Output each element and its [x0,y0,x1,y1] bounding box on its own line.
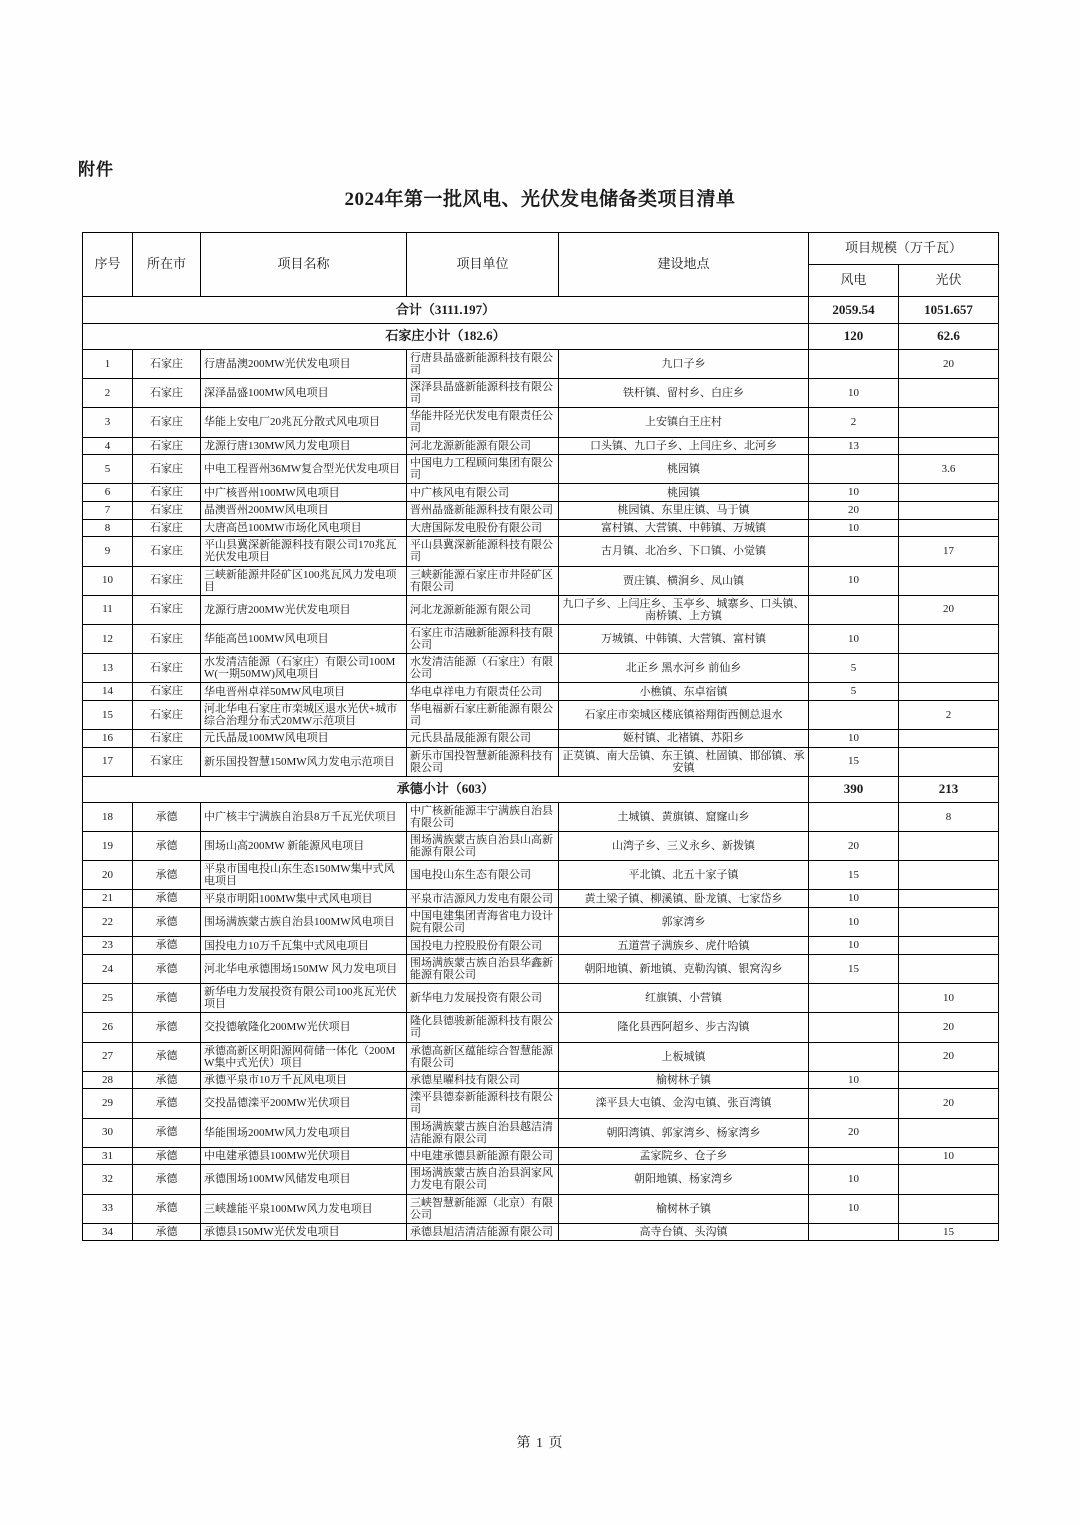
table-row [83,408,999,437]
row-wind: 10 [809,937,899,955]
row-city: 承德 [133,1071,201,1089]
row-city: 石家庄 [133,455,201,484]
row-site: 古月镇、北冶乡、下口镇、小觉镇 [559,537,809,566]
row-project-unit: 河北龙源新能源有限公司 [407,595,559,624]
row-no: 27 [83,1042,133,1071]
row-no: 6 [83,484,133,502]
row-site: 隆化县西阿超乡、步古沟镇 [559,1013,809,1042]
table-row [83,747,999,776]
table-row [83,890,999,908]
row-solar: 20 [899,1089,999,1118]
table-row [83,937,999,955]
row-solar: 10 [899,1147,999,1165]
row-wind [809,595,899,624]
row-site: 九口子乡 [559,350,809,379]
row-project-name: 三峡新能源井陉矿区100兆瓦风力发电项目 [201,566,407,595]
row-no: 30 [83,1118,133,1147]
row-wind: 10 [809,730,899,748]
row-project-unit: 华能井陉光伏发电有限责任公司 [407,408,559,437]
row-solar [899,747,999,776]
row-project-name: 新华电力发展投资有限公司100兆瓦光伏项目 [201,984,407,1013]
row-site: 山湾子乡、三义永乡、新拨镇 [559,832,809,861]
row-solar [899,683,999,701]
row-site: 铁杆镇、留村乡、白庄乡 [559,379,809,408]
row-project-unit: 石家庄市洁融新能源科技有限公司 [407,624,559,653]
table-subtotal-row [83,776,999,802]
table-header [83,233,999,297]
row-solar: 15 [899,1223,999,1241]
row-solar [899,832,999,861]
table-row [83,1194,999,1223]
row-site: 九口子乡、上闫庄乡、玉亭乡、城寨乡、口头镇、南桥镇、上方镇 [559,595,809,624]
row-solar [899,1118,999,1147]
row-city: 石家庄 [133,683,201,701]
row-no: 21 [83,890,133,908]
row-project-name: 元氏晶晟100MW风电项目 [201,730,407,748]
row-project-unit: 中广核风电有限公司 [407,484,559,502]
table-row [83,624,999,653]
table-row [83,700,999,729]
row-no: 22 [83,908,133,937]
row-project-name: 平泉市明阳100MW集中式风电项目 [201,890,407,908]
table-row [83,802,999,831]
row-solar [899,437,999,455]
row-city: 承德 [133,890,201,908]
row-city: 石家庄 [133,484,201,502]
row-project-unit: 国投电力控股股份有限公司 [407,937,559,955]
row-no: 10 [83,566,133,595]
col-header-scale-group: 项目规模（万千瓦） [809,233,999,265]
row-city: 石家庄 [133,437,201,455]
row-project-name: 中广核丰宁满族自治县8万千瓦光伏项目 [201,802,407,831]
row-site: 滦平县大屯镇、金沟屯镇、张百湾镇 [559,1089,809,1118]
row-project-name: 龙源行唐130MW风力发电项目 [201,437,407,455]
table-row [83,654,999,683]
table-row [83,379,999,408]
row-project-unit: 华电卓祥电力有限责任公司 [407,683,559,701]
row-site: 口头镇、九口子乡、上闫庄乡、北河乡 [559,437,809,455]
row-project-unit: 承德县旭洁清洁能源有限公司 [407,1223,559,1241]
row-solar: 20 [899,350,999,379]
row-site: 上安镇白王庄村 [559,408,809,437]
row-project-unit: 隆化县德骏新能源科技有限公司 [407,1013,559,1042]
row-project-name: 大唐高邑100MW市场化风电项目 [201,519,407,537]
col-header-no: 序号 [83,233,133,297]
row-project-unit: 深泽县晶盛新能源科技有限公司 [407,379,559,408]
row-wind: 10 [809,1165,899,1194]
col-header-project-name: 项目名称 [201,233,407,297]
row-city: 承德 [133,1165,201,1194]
row-project-unit: 中电建承德县新能源有限公司 [407,1147,559,1165]
row-city: 承德 [133,1194,201,1223]
row-project-name: 承德围场100MW风储发电项目 [201,1165,407,1194]
row-project-unit: 新乐市国投智慧新能源科技有限公司 [407,747,559,776]
row-wind [809,1147,899,1165]
subtotal-wind: 390 [809,776,899,802]
row-project-name: 国投电力10万千瓦集中式风电项目 [201,937,407,955]
row-wind: 15 [809,747,899,776]
row-no: 1 [83,350,133,379]
row-project-unit: 中广核新能源丰宁满族自治县有限公司 [407,802,559,831]
row-no: 7 [83,502,133,520]
row-project-name: 华能高邑100MW风电项目 [201,624,407,653]
row-city: 承德 [133,1089,201,1118]
row-site: 孟家院乡、仓子乡 [559,1147,809,1165]
total-label: 合计（3111.197） [83,297,809,324]
row-project-unit: 水发清洁能源（石家庄）有限公司 [407,654,559,683]
row-wind [809,1042,899,1071]
row-wind [809,1223,899,1241]
project-list-table [82,232,999,1241]
row-wind: 10 [809,624,899,653]
row-no: 34 [83,1223,133,1241]
row-project-unit: 华电福新石家庄新能源有限公司 [407,700,559,729]
row-no: 23 [83,937,133,955]
row-city: 石家庄 [133,408,201,437]
row-wind: 10 [809,890,899,908]
row-no: 8 [83,519,133,537]
row-city: 承德 [133,908,201,937]
page-number: 第 1 页 [516,1436,564,1451]
row-project-name: 围场满族蒙古族自治县100MW风电项目 [201,908,407,937]
row-project-name: 晶澳晋州200MW风电项目 [201,502,407,520]
row-site: 万城镇、中韩镇、大营镇、富村镇 [559,624,809,653]
row-solar: 8 [899,802,999,831]
row-wind: 10 [809,484,899,502]
row-site: 桃园镇 [559,484,809,502]
row-project-unit: 三峡智慧新能源（北京）有限公司 [407,1194,559,1223]
row-solar [899,937,999,955]
row-city: 承德 [133,1013,201,1042]
row-city: 承德 [133,1042,201,1071]
row-no: 3 [83,408,133,437]
table-body [83,297,999,1241]
row-no: 14 [83,683,133,701]
subtotal-solar: 213 [899,776,999,802]
row-project-name: 龙源行唐200MW光伏发电项目 [201,595,407,624]
row-site: 桃园镇 [559,455,809,484]
row-project-unit: 三峡新能源石家庄市井陉矿区有限公司 [407,566,559,595]
row-project-name: 中电工程晋州36MW复合型光伏发电项目 [201,455,407,484]
row-project-unit: 围场满族蒙古族自治县山高新能源有限公司 [407,832,559,861]
total-wind: 2059.54 [809,297,899,324]
project-table-wrapper [82,232,998,1241]
row-solar: 17 [899,537,999,566]
table-row [83,502,999,520]
row-project-unit: 围场满族蒙古族自治县越洁清洁能源有限公司 [407,1118,559,1147]
table-row [83,861,999,890]
row-project-name: 承德高新区明阳源网荷储一体化（200MW集中式光伏）项目 [201,1042,407,1071]
row-city: 承德 [133,802,201,831]
row-city: 承德 [133,1147,201,1165]
row-solar [899,519,999,537]
row-site: 高寺台镇、头沟镇 [559,1223,809,1241]
table-total-row [83,297,999,324]
row-city: 承德 [133,861,201,890]
row-no: 19 [83,832,133,861]
row-no: 12 [83,624,133,653]
row-wind: 20 [809,1118,899,1147]
row-site: 朝阳湾镇、郭家湾乡、杨家湾乡 [559,1118,809,1147]
row-city: 承德 [133,937,201,955]
row-wind [809,1089,899,1118]
col-header-project-unit: 项目单位 [407,233,559,297]
row-solar: 2 [899,700,999,729]
row-project-name: 水发清洁能源（石家庄）有限公司100MW(一期50MW)风电项目 [201,654,407,683]
row-no: 5 [83,455,133,484]
row-site: 姬村镇、北褚镇、苏阳乡 [559,730,809,748]
row-site: 石家庄市栾城区楼底镇裕翔街西侧总退水 [559,700,809,729]
col-header-site: 建设地点 [559,233,809,297]
row-no: 17 [83,747,133,776]
row-project-unit: 平泉市洁源风力发电有限公司 [407,890,559,908]
row-no: 4 [83,437,133,455]
table-row [83,566,999,595]
row-no: 13 [83,654,133,683]
row-site: 榆树林子镇 [559,1194,809,1223]
row-site: 朝阳地镇、新地镇、克勒沟镇、银窝沟乡 [559,954,809,983]
row-project-name: 中电建承德县100MW光伏项目 [201,1147,407,1165]
row-no: 18 [83,802,133,831]
row-city: 石家庄 [133,747,201,776]
row-no: 33 [83,1194,133,1223]
row-wind: 15 [809,954,899,983]
row-site: 土城镇、黄旗镇、窟窿山乡 [559,802,809,831]
row-solar [899,890,999,908]
row-no: 24 [83,954,133,983]
row-solar [899,1165,999,1194]
row-project-name: 围场山高200MW 新能源风电项目 [201,832,407,861]
row-project-name: 交投德敏隆化200MW光伏项目 [201,1013,407,1042]
row-site: 五道营子满族乡、虎什哈镇 [559,937,809,955]
table-row [83,1147,999,1165]
row-project-name: 行唐晶澳200MW光伏发电项目 [201,350,407,379]
row-solar: 20 [899,1042,999,1071]
row-site: 富村镇、大营镇、中韩镇、万城镇 [559,519,809,537]
table-row [83,1118,999,1147]
row-wind: 10 [809,519,899,537]
row-no: 2 [83,379,133,408]
col-header-city: 所在市 [133,233,201,297]
row-wind: 10 [809,379,899,408]
row-site: 黄土梁子镇、柳溪镇、卧龙镇、七家岱乡 [559,890,809,908]
table-row [83,484,999,502]
table-row [83,683,999,701]
row-city: 石家庄 [133,654,201,683]
row-solar [899,908,999,937]
row-site: 正莫镇、南大岳镇、东王镇、杜固镇、邯邰镇、承安镇 [559,747,809,776]
row-wind [809,1013,899,1042]
row-no: 31 [83,1147,133,1165]
row-solar: 20 [899,595,999,624]
row-wind [809,700,899,729]
row-wind [809,802,899,831]
row-solar [899,502,999,520]
row-city: 承德 [133,1223,201,1241]
row-project-unit: 河北龙源新能源有限公司 [407,437,559,455]
subtotal-label: 承德小计（603） [83,776,809,802]
row-wind: 13 [809,437,899,455]
row-wind: 15 [809,861,899,890]
row-project-unit: 围场满族蒙古族自治县润家风力发电有限公司 [407,1165,559,1194]
table-row [83,908,999,937]
table-row [83,350,999,379]
row-site: 郭家湾乡 [559,908,809,937]
row-solar [899,1194,999,1223]
row-project-unit: 元氏县晶晟能源有限公司 [407,730,559,748]
table-row [83,954,999,983]
row-city: 石家庄 [133,624,201,653]
row-project-name: 华能围场200MW风力发电项目 [201,1118,407,1147]
row-project-unit: 承德星曜科技有限公司 [407,1071,559,1089]
row-project-name: 交投晶德滦平200MW光伏项目 [201,1089,407,1118]
subtotal-solar: 62.6 [899,324,999,350]
row-project-name: 承德县150MW光伏发电项目 [201,1223,407,1241]
row-no: 29 [83,1089,133,1118]
table-row [83,455,999,484]
row-site: 朝阳地镇、杨家湾乡 [559,1165,809,1194]
row-wind: 10 [809,908,899,937]
row-solar [899,484,999,502]
table-row [83,832,999,861]
row-wind: 20 [809,832,899,861]
row-solar [899,730,999,748]
row-city: 石家庄 [133,350,201,379]
subtotal-label: 石家庄小计（182.6） [83,324,809,350]
row-wind: 10 [809,566,899,595]
row-wind [809,984,899,1013]
table-row [83,1223,999,1241]
row-city: 石家庄 [133,595,201,624]
row-site: 贾庄镇、横涧乡、凤山镇 [559,566,809,595]
row-project-name: 河北华电承德围场150MW 风力发电项目 [201,954,407,983]
row-city: 石家庄 [133,502,201,520]
row-solar [899,861,999,890]
row-wind: 10 [809,1194,899,1223]
row-solar: 20 [899,1013,999,1042]
row-site: 红旗镇、小营镇 [559,984,809,1013]
row-wind [809,455,899,484]
row-site: 小樵镇、东卓宿镇 [559,683,809,701]
table-row [83,984,999,1013]
row-project-unit: 新华电力发展投资有限公司 [407,984,559,1013]
row-city: 承德 [133,1118,201,1147]
row-project-unit: 大唐国际发电股份有限公司 [407,519,559,537]
row-wind: 10 [809,1071,899,1089]
attachment-label: 附件 [78,160,114,179]
row-solar [899,624,999,653]
table-row [83,1013,999,1042]
row-solar [899,954,999,983]
row-project-name: 中广核晋州100MW风电项目 [201,484,407,502]
row-site: 上板城镇 [559,1042,809,1071]
table-row [83,437,999,455]
row-no: 11 [83,595,133,624]
row-project-name: 平泉市国电投山东生态150MW集中式风电项目 [201,861,407,890]
row-site: 桃园镇、东里庄镇、马于镇 [559,502,809,520]
col-header-wind: 风电 [809,265,899,297]
row-no: 28 [83,1071,133,1089]
table-row [83,1089,999,1118]
row-wind: 5 [809,654,899,683]
table-row [83,1165,999,1194]
row-project-name: 华能上安电厂20兆瓦分散式风电项目 [201,408,407,437]
row-city: 承德 [133,984,201,1013]
row-project-unit: 中国电建集团青海省电力设计院有限公司 [407,908,559,937]
row-no: 26 [83,1013,133,1042]
row-project-name: 华电晋州卓祥50MW风电项目 [201,683,407,701]
row-site: 榆树林子镇 [559,1071,809,1089]
row-project-name: 三峡雄能平泉100MW风力发电项目 [201,1194,407,1223]
row-wind: 5 [809,683,899,701]
row-project-unit: 晋州晶盛新能源科技有限公司 [407,502,559,520]
total-solar: 1051.657 [899,297,999,324]
table-row [83,1071,999,1089]
row-project-unit: 承德高新区蕴能综合智慧能源有限公司 [407,1042,559,1071]
row-wind: 20 [809,502,899,520]
row-no: 9 [83,537,133,566]
row-project-unit: 中国电力工程顾问集团有限公司 [407,455,559,484]
row-wind [809,350,899,379]
table-subtotal-row [83,324,999,350]
row-city: 承德 [133,832,201,861]
table-row [83,537,999,566]
row-solar [899,1071,999,1089]
row-no: 15 [83,700,133,729]
row-solar [899,566,999,595]
table-row [83,1042,999,1071]
row-city: 承德 [133,954,201,983]
row-project-name: 承德平泉市10万千瓦风电项目 [201,1071,407,1089]
row-city: 石家庄 [133,700,201,729]
table-row [83,519,999,537]
row-project-name: 深泽晶盛100MW风电项目 [201,379,407,408]
row-project-unit: 行唐县晶盛新能源科技有限公司 [407,350,559,379]
table-row [83,595,999,624]
subtotal-wind: 120 [809,324,899,350]
table-row [83,730,999,748]
row-solar [899,654,999,683]
row-city: 石家庄 [133,566,201,595]
row-site: 平北镇、北五十家子镇 [559,861,809,890]
row-city: 石家庄 [133,379,201,408]
row-project-unit: 围场满族蒙古族自治县华鑫新能源有限公司 [407,954,559,983]
row-solar [899,408,999,437]
row-project-name: 新乐国投智慧150MW风力发电示范项目 [201,747,407,776]
row-project-unit: 国电投山东生态有限公司 [407,861,559,890]
col-header-solar: 光伏 [899,265,999,297]
row-no: 20 [83,861,133,890]
row-solar: 10 [899,984,999,1013]
row-project-name: 平山县冀深新能源科技有限公司170兆瓦光伏发电项目 [201,537,407,566]
row-city: 石家庄 [133,730,201,748]
row-project-name: 河北华电石家庄市栾城区退水光伏+城市综合治理分布式20MW示范项目 [201,700,407,729]
page-title: 2024年第一批风电、光伏发电储备类项目清单 [344,189,736,210]
row-project-unit: 平山县冀深新能源科技有限公司 [407,537,559,566]
row-no: 16 [83,730,133,748]
row-wind [809,537,899,566]
row-wind: 2 [809,408,899,437]
row-project-unit: 滦平县德泰新能源科技有限公司 [407,1089,559,1118]
row-solar [899,379,999,408]
row-city: 石家庄 [133,519,201,537]
row-solar: 3.6 [899,455,999,484]
row-city: 石家庄 [133,537,201,566]
row-no: 32 [83,1165,133,1194]
row-site: 北正乡 黑水河乡 前仙乡 [559,654,809,683]
row-no: 25 [83,984,133,1013]
